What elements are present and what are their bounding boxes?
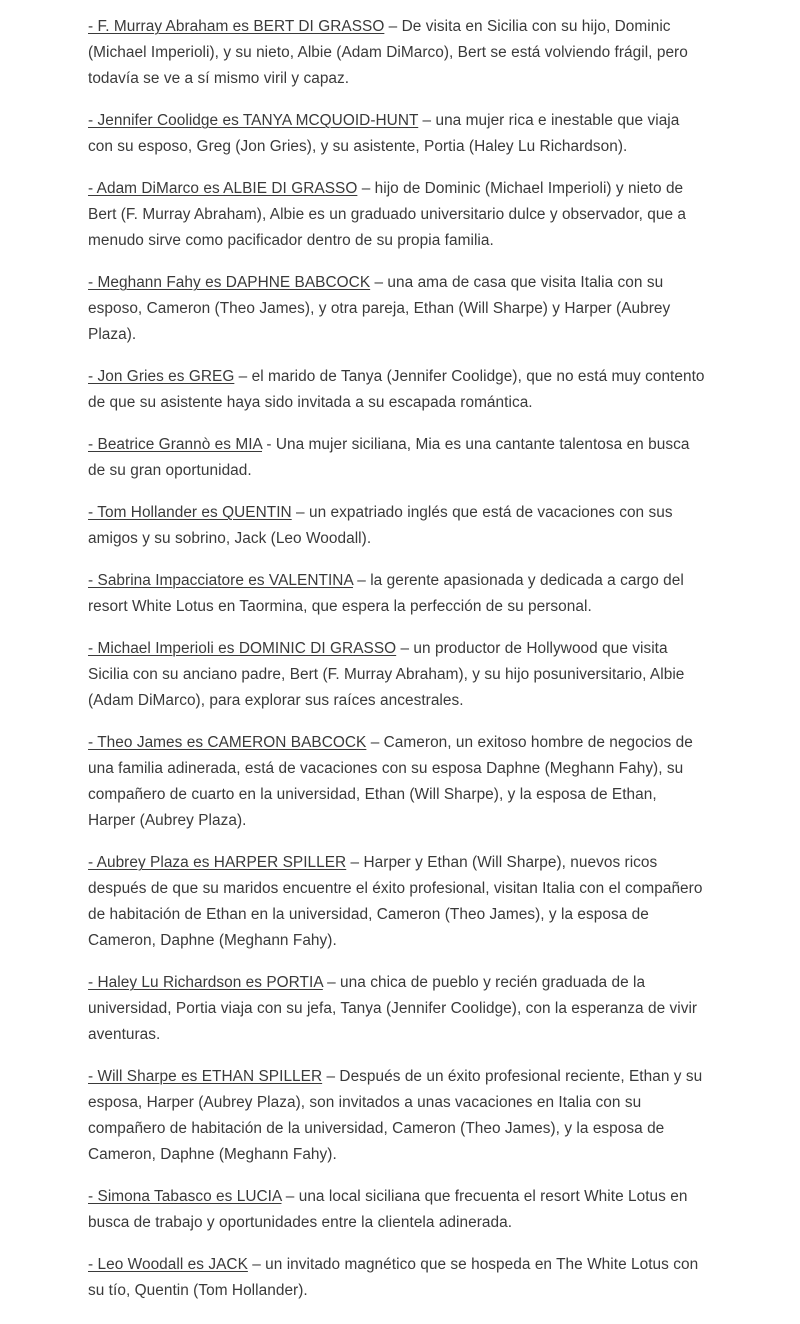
cast-entry-portia	[88, 970, 708, 1048]
cast-description: - Una mujer siciliana, Mia es una cantante talentosa en busca de su gran oportunidad.	[88, 436, 690, 479]
cast-entry-harper-spiller	[88, 850, 708, 954]
cast-description: – Cameron, un exitoso hombre de negocios de una familia adinerada, está de vacaciones con su esposa Daphne (Meghann Fahy), su compañero de cuarto en la universidad, Ethan (Will Sharpe), y la esposa de Ethan, Harper (Aubrey Plaza).	[88, 734, 693, 829]
cast-description: – un productor de Hollywood que visita Sicilia con su anciano padre, Bert (F. Murray Abraham), y su hijo posuniversitario, Albie (Adam DiMarco), para explorar sus raíces ancestrales.	[88, 640, 685, 709]
cast-description: – la gerente apasionada y dedicada a cargo del resort White Lotus en Taormina, que espera la perfección de su personal.	[88, 572, 684, 615]
cast-description: – una ama de casa que visita Italia con su esposo, Cameron (Theo James), y otra pareja, Ethan (Will Sharpe) y Harper (Aubrey Plaza).	[88, 274, 671, 343]
cast-entry-cameron-babcock	[88, 730, 708, 834]
cast-link-mia[interactable]: - Beatrice Grannò es MIA	[88, 436, 262, 453]
cast-link-jack[interactable]: - Leo Woodall es JACK	[88, 1256, 248, 1273]
cast-link-albie-di-grasso[interactable]: - Adam DiMarco es ALBIE DI GRASSO	[88, 180, 358, 197]
cast-description: – una chica de pueblo y recién graduada de la universidad, Portia viaja con su jefa, Tanya (Jennifer Coolidge), con la esperanza de vivir aventuras.	[88, 974, 698, 1043]
cast-entry-greg	[88, 364, 708, 416]
cast-link-quentin[interactable]: - Tom Hollander es QUENTIN	[88, 504, 292, 521]
cast-entry-valentina	[88, 568, 708, 620]
cast-description: – una mujer rica e inestable que viaja con su esposo, Greg (Jon Gries), y su asistente, Portia (Haley Lu Richardson).	[88, 112, 680, 155]
cast-entry-bert-di-grasso	[88, 14, 708, 92]
cast-link-tanya-mcquoid-hunt[interactable]: - Jennifer Coolidge es TANYA MCQUOID-HUNT	[88, 112, 419, 129]
cast-description: – un invitado magnético que se hospeda en The White Lotus con su tío, Quentin (Tom Hollander).	[88, 1256, 699, 1299]
cast-link-greg[interactable]: - Jon Gries es GREG	[88, 368, 235, 385]
cast-entry-albie-di-grasso	[88, 176, 708, 254]
cast-description: – un expatriado inglés que está de vacaciones con sus amigos y su sobrino, Jack (Leo Woodall).	[88, 504, 673, 547]
cast-entry-quentin	[88, 500, 708, 552]
cast-list	[88, 14, 708, 1320]
cast-link-dominic-di-grasso[interactable]: - Michael Imperioli es DOMINIC DI GRASSO	[88, 640, 397, 657]
cast-link-valentina[interactable]: - Sabrina Impacciatore es VALENTINA	[88, 572, 353, 589]
cast-entry-lucia	[88, 1184, 708, 1236]
cast-entry-dominic-di-grasso	[88, 636, 708, 714]
cast-description: – Harper y Ethan (Will Sharpe), nuevos ricos después de que su maridos encuentre el éxito profesional, visitan Italia con el compañero de habitación de Ethan en la universidad, Cameron (Theo James), y la esposa de Cameron, Daphne (Meghann Fahy).	[88, 854, 703, 949]
cast-entry-jack	[88, 1252, 708, 1304]
cast-link-ethan-spiller[interactable]: - Will Sharpe es ETHAN SPILLER	[88, 1068, 323, 1085]
cast-link-lucia[interactable]: - Simona Tabasco es LUCIA	[88, 1188, 282, 1205]
cast-description: – Después de un éxito profesional reciente, Ethan y su esposa, Harper (Aubrey Plaza), son invitados a unas vacaciones en Italia con su compañero de habitación de la universidad, Cameron (Theo James), y la esposa de Cameron, Daphne (Meghann Fahy).	[88, 1068, 703, 1163]
cast-entry-tanya-mcquoid-hunt	[88, 108, 708, 160]
cast-description: – De visita en Sicilia con su hijo, Dominic (Michael Imperioli), y su nieto, Albie (Adam DiMarco), Bert se está volviendo frágil, pero todavía se ve a sí mismo viril y capaz.	[88, 18, 688, 87]
cast-entry-mia	[88, 432, 708, 484]
cast-link-bert-di-grasso[interactable]: - F. Murray Abraham es BERT DI GRASSO	[88, 18, 385, 35]
cast-link-cameron-babcock[interactable]: - Theo James es CAMERON BABCOCK	[88, 734, 367, 751]
cast-link-portia[interactable]: - Haley Lu Richardson es PORTIA	[88, 974, 323, 991]
cast-link-harper-spiller[interactable]: - Aubrey Plaza es HARPER SPILLER	[88, 854, 347, 871]
cast-entry-ethan-spiller	[88, 1064, 708, 1168]
cast-description: – el marido de Tanya (Jennifer Coolidge), que no está muy contento de que su asistente haya sido invitada a su escapada romántica.	[88, 368, 705, 411]
cast-link-daphne-babcock[interactable]: - Meghann Fahy es DAPHNE BABCOCK	[88, 274, 371, 291]
cast-description: – hijo de Dominic (Michael Imperioli) y nieto de Bert (F. Murray Abraham), Albie es un graduado universitario dulce y observador, que a menudo sirve como pacificador dentro de su propia familia.	[88, 180, 687, 249]
cast-entry-daphne-babcock	[88, 270, 708, 348]
cast-description: – una local siciliana que frecuenta el resort White Lotus en busca de trabajo y oportunidades entre la clientela adinerada.	[88, 1188, 688, 1231]
